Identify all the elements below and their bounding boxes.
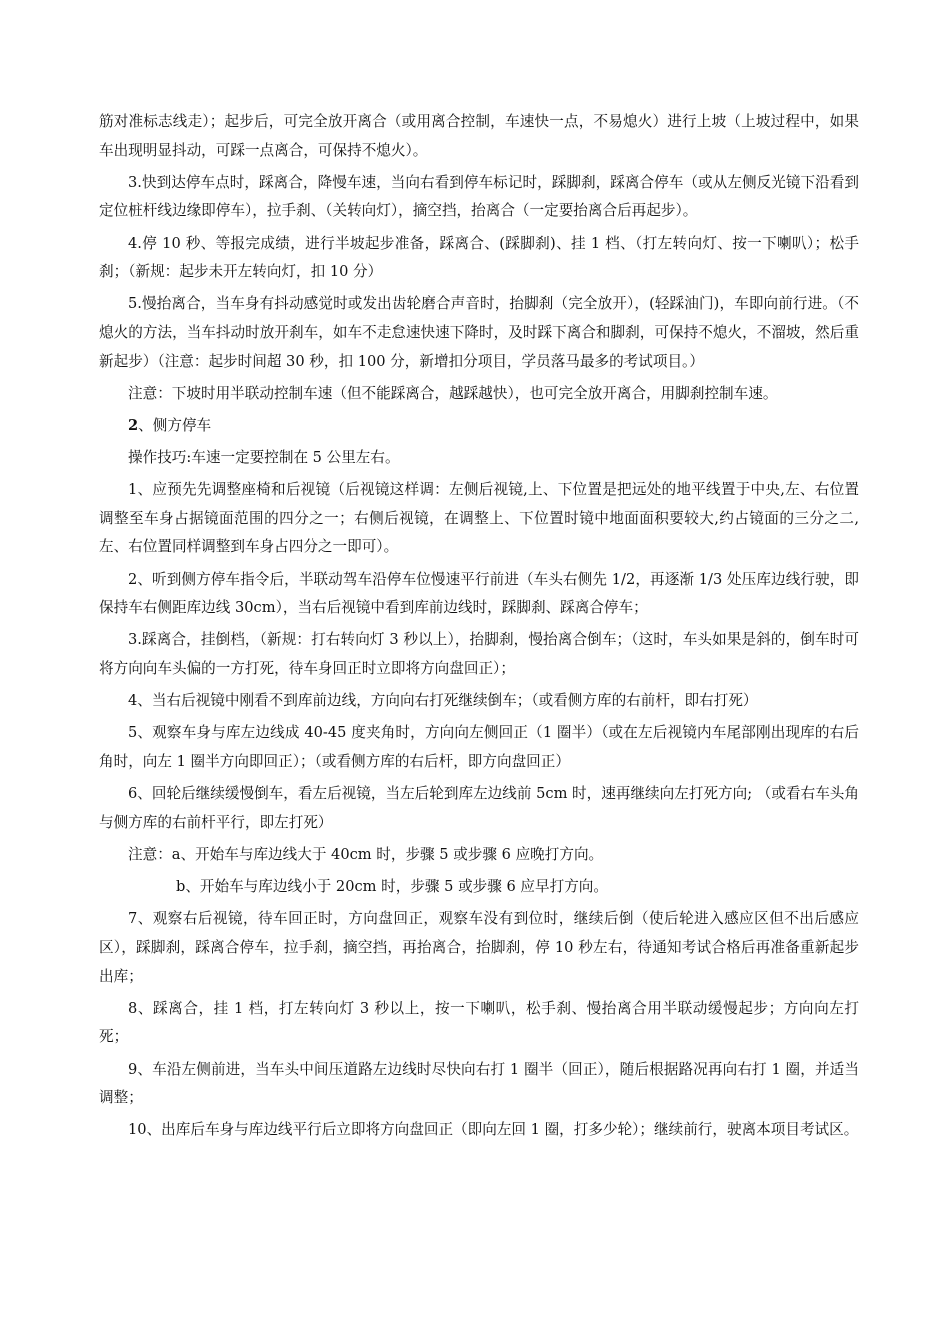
- step-1: 1、应预先先调整座椅和后视镜（后视镜这样调：左侧后视镜,上、下位置是把远处的地平线置于中央,左、右位置调整至车身占据镜面范围的四分之一；右侧后视镜，在调整上、下位置时镜中地面面积要较大,约占镜面的三分之二,左、右位置同样调整到车身占四分之一即可）。: [99, 481, 859, 556]
- paragraph-note-downhill: 注意：下坡时用半联动控制车速（但不能踩离合，越踩越快），也可完全放开离合，用脚刹控制车速。: [128, 384, 778, 402]
- step-5: 5、观察车身与库左边线成 40-45 度夹角时，方向向左侧回正（1 圈半）（或在左后视镜内车尾部刚出现库的右后角时，向左 1 圈半方向即回正）；（或看侧方库的右后杆，即方向盘回正）: [99, 724, 859, 770]
- step-4: 4、当右后视镜中刚看不到库前边线，方向向右打死继续倒车；（或看侧方库的右前杆，即右打死）: [128, 692, 758, 710]
- paragraph-step-5: 5.慢抬离合，当车身有抖动感觉时或发出齿轮磨合声音时，抬脚刹（完全放开），(轻踩油门)，车即向前行进。（不熄火的方法，当车抖动时放开刹车，如车不走怠速快速下降时，及时踩下离合和脚刹，可保持不熄火，不溜坡，然后重新起步）（注意：起步时间超 30 秒，扣 100 分，新增扣分项目，学员落马最多的考试项目。）: [99, 295, 859, 370]
- paragraph-continuation: 筋对准标志线走）；起步后，可完全放开离合（或用离合控制，车速快一点，不易熄火）进行上坡（上坡过程中，如果车出现明显抖动，可踩一点离合，可保持不熄火）。: [99, 113, 859, 159]
- section-number: 2: [128, 416, 139, 434]
- step-8: 8、踩离合，挂 1 档，打左转向灯 3 秒以上，按一下喇叭，松手刹、慢抬离合用半联动缓慢起步；方向向左打死；: [99, 999, 859, 1046]
- step-9: 9、车沿左侧前进，当车头中间压道路左边线时尽快向右打 1 圈半（回正），随后根据路况再向右打 1 圈，并适当调整；: [99, 1060, 859, 1107]
- paragraph-step-4: 4.停 10 秒、等报完成绩，进行半坡起步准备，踩离合、(踩脚刹)、挂 1 档、（打左转向灯、按一下喇叭）；松手刹；（新规：起步未开左转向灯，扣 10 分）: [99, 234, 859, 281]
- section-title: 、侧方停车: [138, 416, 212, 434]
- step-3: 3.踩离合，挂倒档，（新规：打右转向灯 3 秒以上），抬脚刹，慢抬离合倒车；（这时，车头如果是斜的，倒车时可将方向向车头偏的一方打死，待车身回正时立即将方向盘回正）；: [99, 631, 859, 678]
- paragraph-step-3: 3.快到达停车点时，踩离合，降慢车速，当向右看到停车标记时，踩脚刹，踩离合停车（或从左侧反光镜下沿看到定位桩杆线边缘即停车），拉手刹、（关转向灯），摘空挡，抬离合（一定要抬离合后再起步）。: [99, 173, 859, 220]
- step-10: 10、出库后车身与库边线平行后立即将方向盘回正（即向左回 1 圈，打多少轮）；继续前行，驶离本项目考试区。: [128, 1121, 859, 1139]
- step-6: 6、回轮后继续缓慢倒车，看左后视镜，当左后轮到库左边线前 5cm 时，速再继续向左打死方向; （或看右车头角与侧方库的右前杆平行，即左打死）: [99, 785, 859, 831]
- step-7: 7、观察右后视镜，待车回正时，方向盘回正，观察车没有到位时，继续后倒（使后轮进入感应区但不出后感应区），踩脚刹，踩离合停车，拉手刹，摘空挡，再抬离合，抬脚刹，停 10 秒左右，待通知考试合格后再准备重新起步出库；: [99, 910, 859, 985]
- note-a: 注意：a、开始车与库边线大于 40cm 时，步骤 5 或步骤 6 应晚打方向。: [128, 845, 604, 863]
- section-heading: [99, 412, 859, 441]
- document-body: [99, 108, 859, 1148]
- note-b: b、开始车与库边线小于 20cm 时，步骤 5 或步骤 6 应早打方向。: [176, 878, 608, 896]
- step-2: 2、听到侧方停车指令后，半联动驾车沿停车位慢速平行前进（车头右侧先 1/2，再逐渐 1/3 处压库边线行驶，即保持车右侧距库边线 30cm），当右后视镜中看到库前边线时，踩脚刹、踩离合停车；: [99, 570, 859, 617]
- operation-tip: 操作技巧:车速一定要控制在 5 公里左右。: [128, 449, 400, 467]
